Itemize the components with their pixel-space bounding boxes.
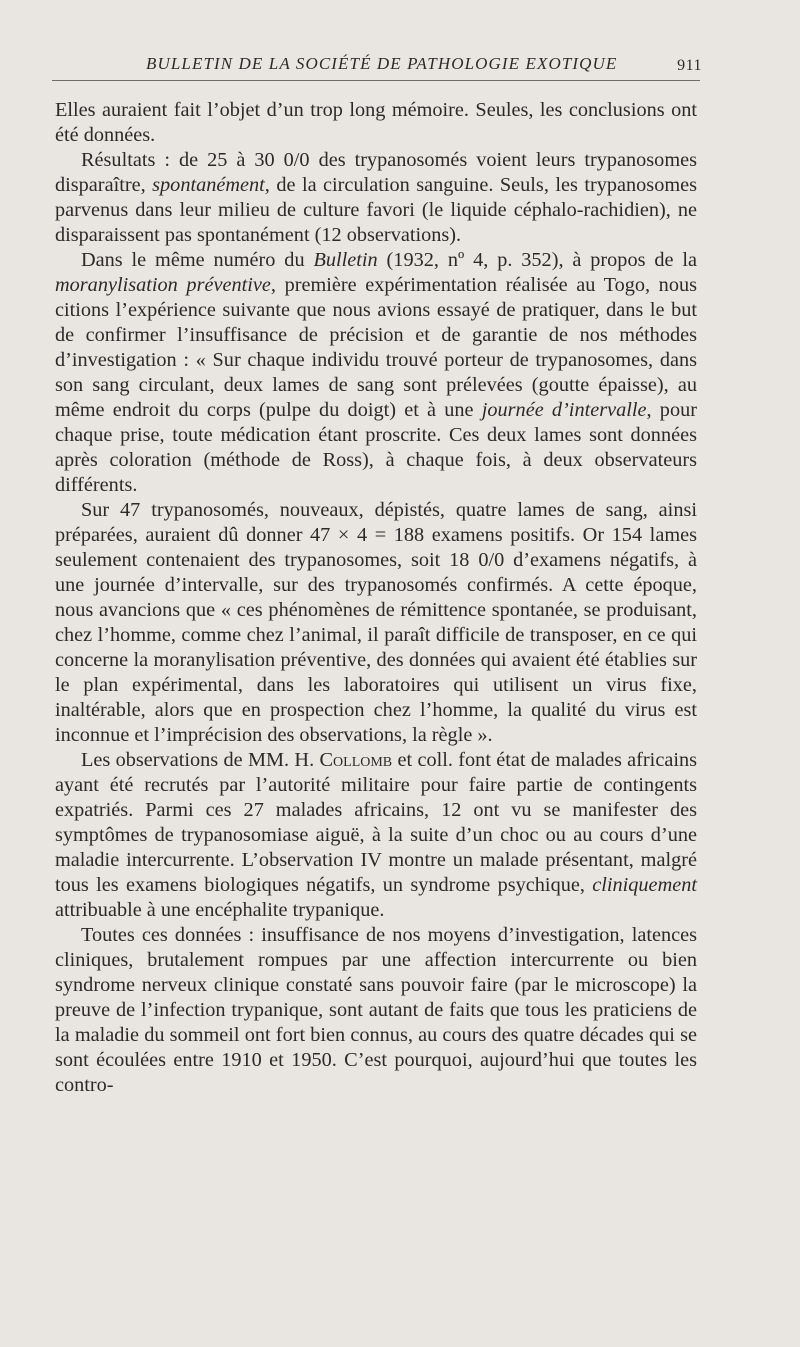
- page-header: [52, 52, 700, 81]
- paragraph-5: [55, 748, 697, 923]
- paragraph-1-text: Elles auraient fait l’objet d’un trop long mémoire. Seules, les conclusions ont été données.: [55, 99, 697, 146]
- paragraph-3-journal-title: Bulletin: [313, 249, 378, 271]
- paragraph-5-emphasis: cliniquement: [592, 874, 697, 896]
- body-text: [55, 98, 697, 1098]
- paragraph-2-text-c: , de la circulation sanguine. Seuls, les trypanosomes parvenus dans leur milieu de culture favori (le liquide céphalo-rachidien), ne disparaissent pas spontanément (12 observations).: [55, 174, 698, 246]
- paragraph-3-text-c: (1932, nº 4, p. 352), à propos de la: [377, 249, 697, 271]
- paragraph-3-text-a: Dans le même numéro du: [81, 249, 314, 271]
- paragraph-6-text: Toutes ces données : insuffisance de nos moyens d’investigation, latences cliniques, brutalement rompues par une affection intercurrente ou bien syndrome nerveux clinique constaté sans pouvoir faire (par le microscope) la preuve de l’infection trypanique, sont autant de faits que tous les praticiens de la maladie du sommeil ont fort bien connus, au cours des quatre décades qui se sont écoulées entre 1910 et 1950. C’est pourquoi, aujourd’hui que toutes les contro-: [55, 924, 697, 1096]
- paragraph-6: [55, 923, 697, 1098]
- paragraph-3-text-g: , pour chaque prise, toute médication étant proscrite. Ces deux lames sont données après coloration (méthode de Ross), à chaque fois, à deux observateurs différents.: [55, 399, 697, 496]
- paragraph-3-emphasis-2: journée d’intervalle: [481, 399, 647, 421]
- paragraph-2: [55, 148, 697, 248]
- paragraph-1: [55, 98, 697, 148]
- paragraph-3-text-e: , première expérimentation réalisée au Togo, nous citions l’expérience suivante que nous avions essayé de pratiquer, dans le but de confirmer l’insuffisance de précision et de garantie de nos méthodes d’investigation : « Sur chaque individu trouvé porteur de trypanosomes, dans son sang circulant, deux lames de sang sont prélevées (goutte épaisse), au même endroit du corps (pulpe du doigt) et à une: [55, 274, 697, 421]
- page-number: 911: [677, 57, 702, 74]
- paragraph-3: [55, 248, 697, 498]
- paragraph-5-text-e: attribuable à une encéphalite trypanique.: [55, 899, 385, 921]
- paragraph-4: [55, 498, 697, 748]
- author-name: Collomb: [319, 749, 393, 771]
- paragraph-5-text-c: et coll. font état de malades africains ayant été recrutés par l’autorité militaire pour faire partie de contingents expatriés. Parmi ces 27 malades africains, 12 ont vu se manifester des symptômes de trypanosomiase aiguë, à la suite d’un choc ou au cours d’une maladie intercurrente. L’observation IV montre un malade présentant, malgré tous les examens biologiques négatifs, un syndrome psychique,: [55, 749, 697, 896]
- running-title: BULLETIN DE LA SOCIÉTÉ DE PATHOLOGIE EXOTIQUE: [146, 54, 618, 73]
- paragraph-2-text-a: Résultats : de 25 à 30 0/0 des trypanosomés voient leurs trypanosomes disparaître,: [55, 149, 697, 196]
- paragraph-4-text: Sur 47 trypanosomés, nouveaux, dépistés, quatre lames de sang, ainsi préparées, auraient dû donner 47 × 4 = 188 examens positifs. Or 154 lames seulement contenaient des trypanosomes, soit 18 0/0 d’examens négatifs, à une journée d’intervalle, sur des trypanosomés confirmés. A cette époque, nous avancions que « ces phénomènes de rémittence spontanée, se produisant, chez l’homme, comme chez l’animal, il paraît difficile de transposer, en ce qui concerne la moranylisation préventive, des données qui avaient été établies sur le plan expérimental, dans les laboratoires qui utilisent un virus fixe, inaltérable, alors que en prospection chez l’homme, la qualité du virus est inconnue et l’imprécision des observations, la règle ».: [55, 499, 697, 746]
- paragraph-5-text-a: Les observations de MM. H.: [81, 749, 320, 771]
- paragraph-2-emphasis: spontanément: [152, 174, 265, 196]
- paragraph-3-emphasis-1: moranylisation préventive: [55, 274, 271, 296]
